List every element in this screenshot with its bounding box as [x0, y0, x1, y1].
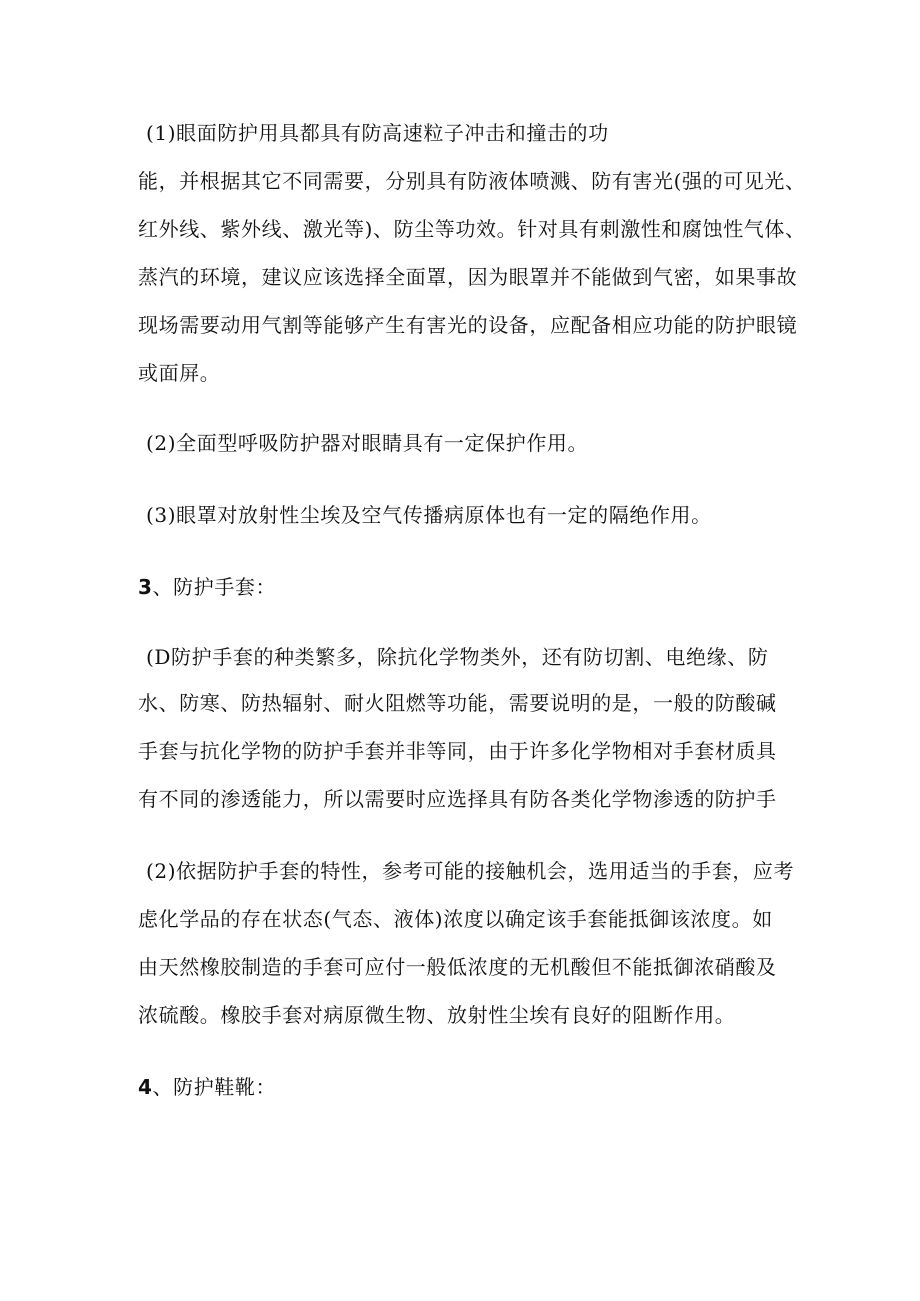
paragraph-4-line-3: 手套与抗化学物的防护手套并非等同，由于许多化学物相对手套材质具 [138, 739, 777, 763]
paragraph-1-line-2: 能，并根据其它不同需要，分别具有防液体喷溅、防有害光(强的可见光、 [138, 169, 806, 193]
paragraph-5-line-4: 浓硫酸。橡胶手套对病原微生物、放射性尘埃有良好的阻断作用。 [138, 1003, 736, 1027]
paragraph-2: (2)全面型呼吸防护器对眼睛具有一定保护作用。 [146, 431, 589, 455]
paragraph-1-line-4: 蒸汽的环境，建议应该选择全面罩，因为眼罩并不能做到气密，如果事故 [138, 265, 798, 289]
section-heading-gloves [138, 574, 276, 600]
section-heading-number: 3 [138, 575, 153, 599]
paragraph-1-line-6: 或面屏。 [138, 361, 221, 385]
section-heading-boots [138, 1074, 276, 1100]
section-heading-text: 、防护手套： [152, 575, 277, 599]
paragraph-4-line-1: (D防护手套的种类繁多，除抗化学物类外，还有防切割、电绝缘、防 [146, 645, 769, 669]
section-heading-number: 4 [138, 1075, 153, 1099]
paragraph-1-line-1: (1)眼面防护用具都具有防高速粒子冲击和撞击的功 [146, 121, 609, 145]
paragraph-5-line-2: 虑化学品的存在状态(气态、液体)浓度以确定该手套能抵御该浓度。如 [138, 907, 773, 931]
section-heading-text: 、防护鞋靴： [152, 1075, 277, 1099]
paragraph-1-line-3: 红外线、紫外线、激光等)、防尘等功效。针对具有刺激性和腐蚀性气体、 [138, 217, 806, 241]
paragraph-1-line-5: 现场需要动用气割等能够产生有害光的设备，应配备相应功能的防护眼镜 [138, 313, 798, 337]
paragraph-3: (3)眼罩对放射性尘埃及空气传播病原体也有一定的隔绝作用。 [146, 503, 712, 527]
paragraph-4-line-2: 水、防寒、防热辐射、耐火阻燃等功能，需要说明的是，一般的防酸碱 [138, 691, 777, 715]
paragraph-5-line-3: 由天然橡胶制造的手套可应付一般低浓度的无机酸但不能抵御浓硝酸及 [138, 955, 777, 979]
paragraph-5-line-1: (2)依据防护手套的特性，参考可能的接触机会，选用适当的手套，应考 [146, 859, 795, 883]
paragraph-4-line-4: 有不同的渗透能力，所以需要时应选择具有防各类化学物渗透的防护手 [138, 787, 777, 811]
